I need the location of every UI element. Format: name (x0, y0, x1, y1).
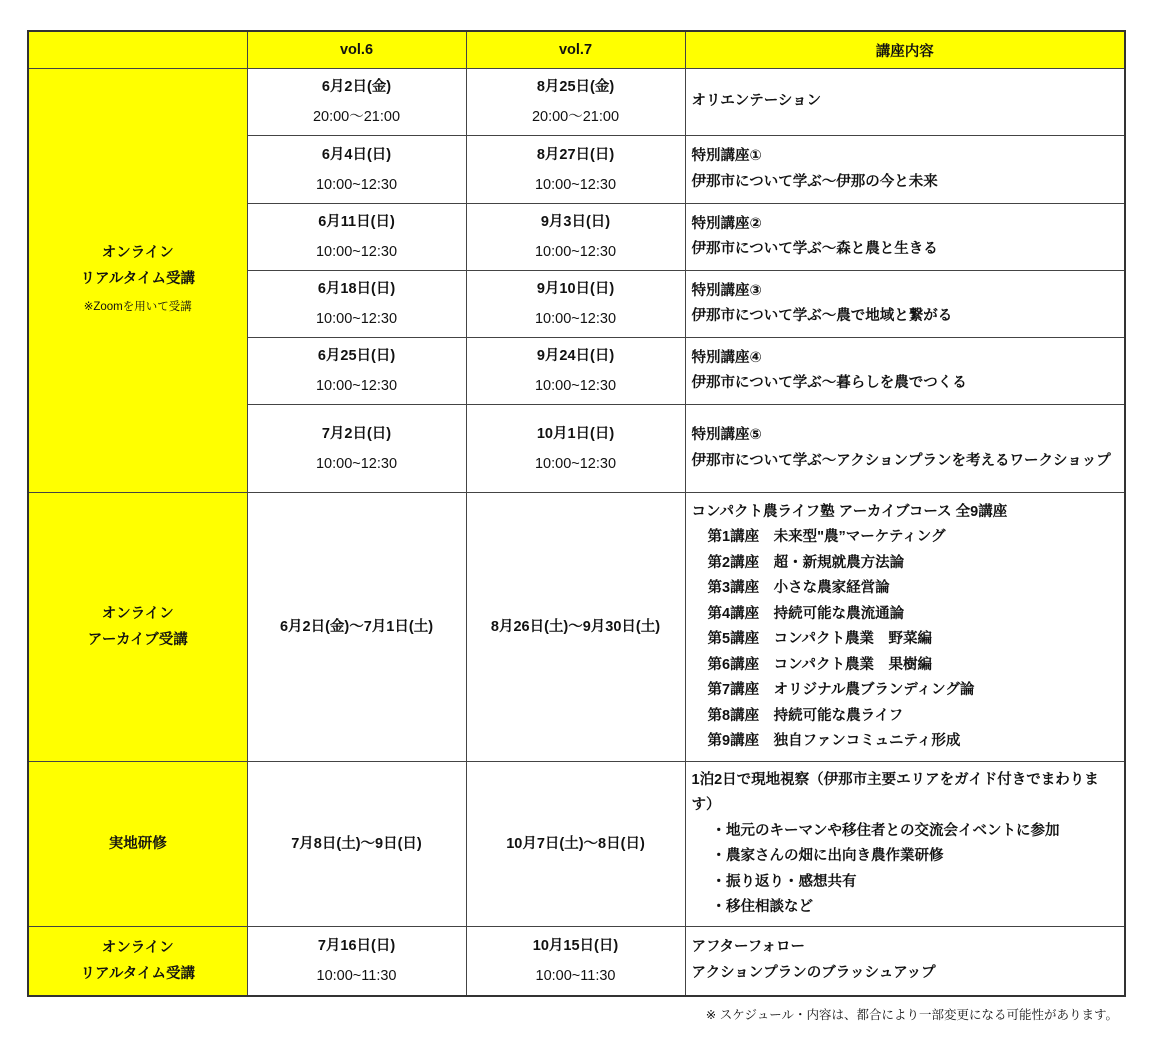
lecture-item: 第6講座 コンパクト農業 果樹編 (707, 656, 933, 673)
vol7-date (466, 338, 685, 405)
date: 9月3日(日) (540, 214, 611, 230)
date: 8月27日(日) (536, 146, 615, 163)
header-row (28, 31, 1125, 69)
field-item: ・振り返り・感想共有 (711, 873, 857, 890)
archive-title: コンパクト農ライフ塾 アーカイブコース 全9講座 (691, 503, 1008, 520)
date: 8月25日(金) (536, 79, 615, 95)
vol6-date (247, 927, 466, 996)
category-label: アーカイブ受講 (87, 632, 188, 648)
time: 10:00~11:30 (535, 967, 616, 984)
date: 6月4日(日) (321, 146, 392, 163)
archive-row (28, 493, 1125, 762)
category-field: 実地研修 (28, 762, 247, 927)
vol6-date (247, 204, 466, 271)
time: 10:00~12:30 (315, 176, 398, 193)
category-label: オンライン (101, 939, 174, 956)
vol7-date (466, 271, 685, 338)
field-item: ・地元のキーマンや移住者との交流会イベントに参加 (711, 822, 1060, 839)
field-item: ・農家さんの畑に出向き農作業研修 (711, 848, 944, 864)
time: 10:00~11:30 (316, 967, 397, 984)
time: 20:00〜21:00 (531, 109, 620, 125)
date: 6月18日(日) (317, 281, 396, 297)
header-vol7: vol.7 (466, 31, 685, 69)
vol7-date (466, 69, 685, 136)
archive-content (685, 493, 1125, 762)
vol6-period: 6月2日(金)〜7月1日(土) (247, 493, 466, 762)
date: 7月16日(日) (317, 937, 396, 954)
time: 10:00~12:30 (315, 311, 398, 327)
date: 9月10日(日) (536, 281, 615, 297)
lecture-item: 第7講座 オリジナル農ブランディング論 (707, 682, 975, 698)
vol6-period: 7月8日(土)〜9日(日) (247, 762, 466, 927)
content-line: アフターフォロー (691, 939, 806, 956)
session-content (685, 204, 1125, 271)
content-line: 伊那市について学ぶ〜農で地域と繋がる (691, 308, 953, 324)
date: 10月15日(日) (532, 937, 619, 954)
lecture-item: 第3講座 小さな農家経営論 (707, 580, 890, 596)
session-content (685, 69, 1125, 136)
vol7-date (466, 136, 685, 204)
date: 6月2日(金) (321, 79, 392, 95)
vol6-date (247, 136, 466, 204)
field-row (28, 762, 1125, 927)
header-content: 講座内容 (685, 31, 1125, 69)
content-line: 伊那市について学ぶ〜アクションプランを考えるワークショップ (691, 452, 1111, 469)
time: 10:00~12:30 (534, 244, 617, 260)
date: 10月1日(日) (536, 425, 615, 442)
content-line: 特別講座⑤ (691, 427, 762, 443)
lecture-item: 第2講座 超・新規就農方法論 (707, 554, 905, 571)
header-vol6: vol.6 (247, 31, 466, 69)
followup-row (28, 927, 1125, 996)
header-blank (28, 31, 247, 69)
time: 10:00~12:30 (315, 378, 398, 394)
time: 10:00~12:30 (534, 311, 617, 327)
schedule-table (27, 30, 1126, 997)
lecture-item: 第5講座 コンパクト農業 野菜編 (707, 631, 933, 647)
vol6-date (247, 69, 466, 136)
content-line: 伊那市について学ぶ〜伊那の今と未来 (691, 173, 938, 190)
session-content (685, 338, 1125, 405)
vol7-date (466, 927, 685, 996)
date: 9月24日(日) (536, 348, 615, 364)
vol7-period: 8月26日(土)〜9月30日(土) (466, 493, 685, 762)
lecture-item: 第1講座 未来型"農”マーケティング (707, 529, 946, 545)
content-line: オリエンテーション (691, 93, 822, 110)
footnote: ※ スケジュール・内容は、都合により一部変更になる可能性があります。 (705, 1008, 1118, 1022)
lecture-item: 第9講座 独自ファンコミュニティ形成 (707, 733, 961, 749)
time: 20:00〜21:00 (312, 109, 401, 125)
time: 10:00~12:30 (534, 176, 617, 193)
category-label: オンライン (101, 606, 174, 622)
field-title: 1泊2日で現地視察（伊那市主要エリアをガイド付きでまわります） (691, 771, 1099, 813)
content-line: 特別講座④ (691, 349, 762, 366)
category-label: オンライン (101, 244, 174, 261)
category-online-realtime (28, 927, 247, 996)
content-line: 伊那市について学ぶ〜暮らしを農でつくる (691, 375, 967, 391)
date: 7月2日(日) (321, 425, 392, 442)
category-archive (28, 493, 247, 762)
vol6-date (247, 271, 466, 338)
content-line: アクションプランのブラッシュアップ (691, 964, 936, 981)
time: 10:00~12:30 (534, 455, 617, 472)
content-line: 特別講座③ (691, 282, 762, 299)
vol7-date (466, 204, 685, 271)
followup-content (685, 927, 1125, 996)
field-content (685, 762, 1125, 927)
time: 10:00~12:30 (315, 244, 398, 260)
session-content (685, 271, 1125, 338)
vol7-date (466, 405, 685, 493)
category-online-realtime (28, 69, 247, 493)
zoom-note: ※Zoomを用いて受講 (83, 300, 192, 313)
session-row (28, 69, 1125, 136)
content-line: 伊那市について学ぶ〜森と農と生きる (691, 241, 938, 257)
field-item: ・移住相談など (711, 899, 813, 915)
time: 10:00~12:30 (534, 378, 617, 394)
session-content (685, 405, 1125, 493)
date: 6月25日(日) (317, 348, 396, 364)
content-line: 特別講座① (691, 148, 762, 164)
content-line: 特別講座② (691, 215, 762, 232)
category-label: リアルタイム受講 (80, 270, 196, 287)
session-content (685, 136, 1125, 204)
category-label: リアルタイム受講 (80, 965, 196, 982)
vol6-date (247, 405, 466, 493)
vol7-period: 10月7日(土)〜8日(日) (466, 762, 685, 927)
date: 6月11日(日) (318, 214, 395, 230)
lecture-item: 第4講座 持続可能な農流通論 (707, 605, 905, 622)
vol6-date (247, 338, 466, 405)
lecture-item: 第8講座 持続可能な農ライフ (707, 707, 904, 724)
time: 10:00~12:30 (315, 455, 398, 472)
